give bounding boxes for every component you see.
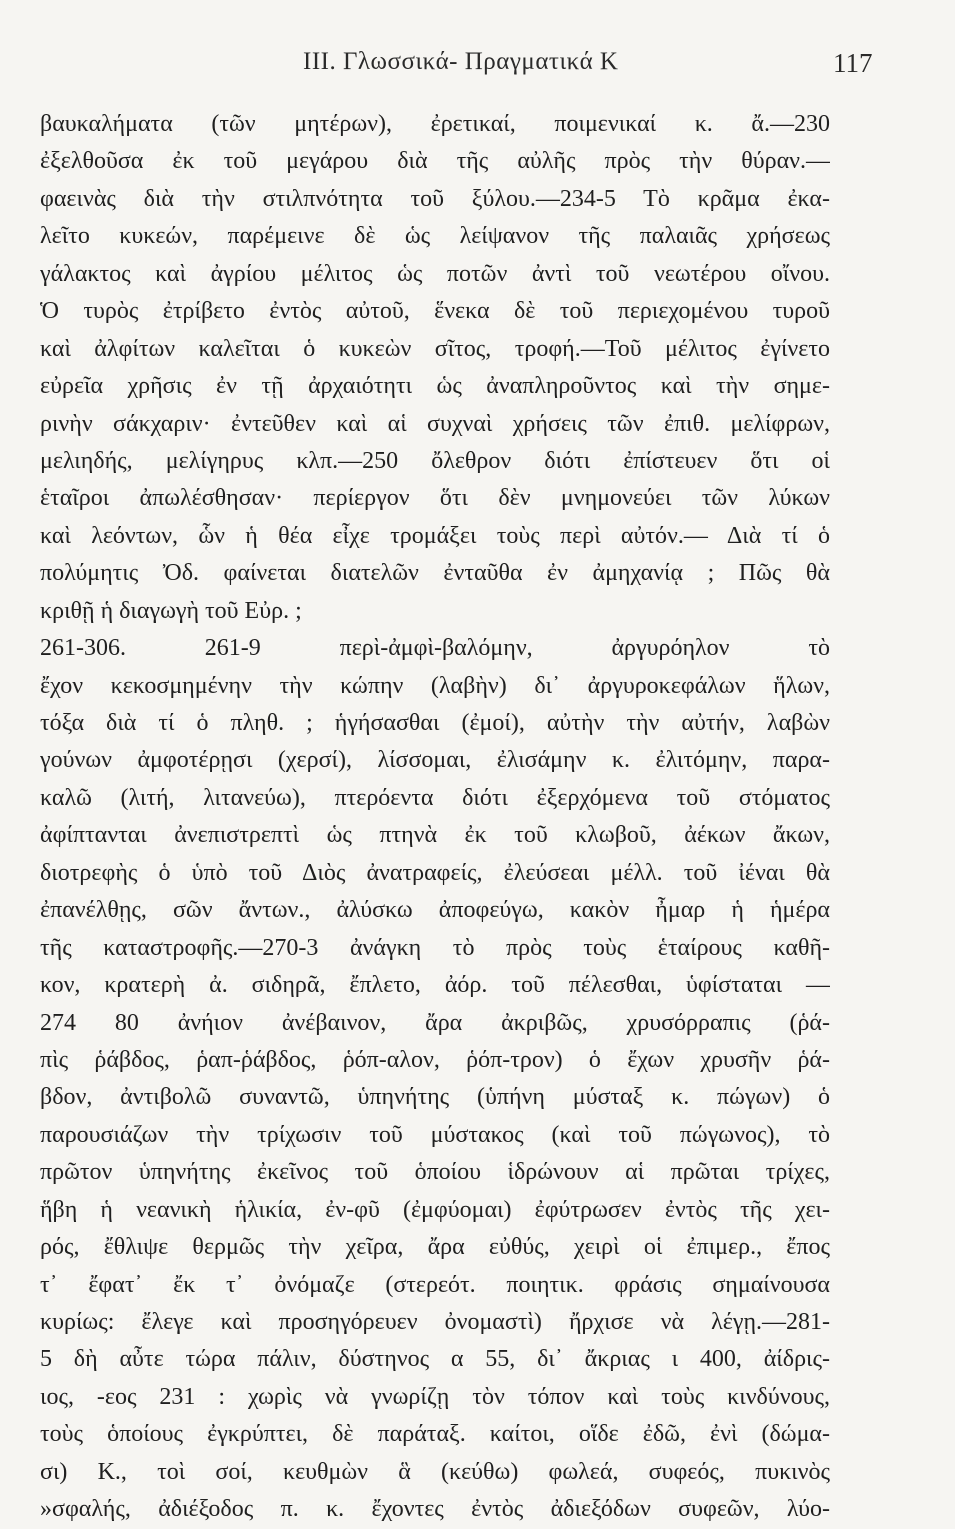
- text-line: γάλακτος καὶ ἀγρίου μέλιτος ὡς ποτῶν ἀντὶ τοῦ νεωτέρου οἴνου.: [40, 260, 830, 287]
- text-line: κυρίως: ἔλεγε καὶ προσηγόρευεν ὀνομαστὶ) ἤρχισε νὰ λέγῃ.—281-: [40, 1309, 830, 1335]
- text-line: καὶ ἀλφίτων καλεῖται ὁ κυκεὼν σῖτος, τροφή.—Τοῦ μέλιτος ἐγίνετο: [40, 335, 830, 362]
- text-line: πρῶτον ὑπηνήτης ἐκεῖνος τοῦ ὁποίου ἱδρώνουν αἱ πρῶται τρίχες,: [40, 1159, 830, 1186]
- text-line: τῆς καταστροφῆς.—270-3 ἀνάγκη τὸ πρὸς τοὺς ἑταίρους καθῆ-: [40, 934, 830, 961]
- body-text: [40, 106, 830, 1529]
- text-line: πὶς ῥάβδος, ῥαπ-ῥάβδος, ῥόπ-αλον, ῥόπ-τρον) ὁ ἔχων χρυσῆν ῥά-: [40, 1046, 830, 1073]
- text-line: ἐπανέλθῃς, σῶν ἄντων., ἀλύσκω ἀποφεύγω, κακὸν ἦμαρ ἡ ἡμέρα: [40, 897, 830, 924]
- text-line: καὶ λεόντων, ὧν ἡ θέα εἶχε τρομάξει τοὺς περὶ αὐτόν.— Διὰ τί ὁ: [40, 522, 830, 549]
- text-line: 274 80 ἀνήιον ἀνέβαινον, ἄρα ἀκριβῶς, χρυσόρραπις (ῥά-: [40, 1009, 830, 1036]
- text-line: Ὁ τυρὸς ἐτρίβετο ἐντὸς αὐτοῦ, ἕνεκα δὲ τοῦ περιεχομένου τυροῦ: [40, 298, 830, 325]
- text-line: παρουσιάζων τὴν τρίχωσιν τοῦ μύστακος (καὶ τοῦ πώγωνος), τὸ: [40, 1121, 830, 1148]
- text-line: »σφαλής, ἀδιέξοδος π. κ. ἔχοντες ἐντὸς ἀδιεξόδων συφεῶν, λύο-: [40, 1496, 830, 1523]
- running-head: III. Γλωσσικά- Πραγματικά Κ: [303, 48, 619, 75]
- text-line: διοτρεφὴς ὁ ὑπὸ τοῦ Διὸς ἀνατραφείς, ἐλεύσεαι μέλλ. τοῦ ἰέναι θὰ: [40, 859, 830, 886]
- text-line: πολύμητις Ὀδ. φαίνεται διατελῶν ἐνταῦθα ἐν ἀμηχανίᾳ ; Πῶς θὰ: [40, 560, 830, 587]
- text-line: βδον, ἀντιβολῶ συναντῶ, ὑπηνήτης (ὑπήνη μύσταξ κ. πώγων) ὁ: [40, 1084, 830, 1111]
- text-line: μελιηδής, μελίγηρυς κλπ.—250 ὄλεθρον διότι ἐπίστευεν ὅτι οἱ: [40, 447, 830, 474]
- text-line: ρινὴν σάκχαριν· ἐντεῦθεν καὶ αἱ συχναὶ χρήσεις τῶν ἐπιθ. μελίφρων,: [40, 410, 830, 437]
- text-line: λεῖτο κυκεών, παρέμεινε δὲ ὡς λείψανον τῆς παλαιᾶς χρήσεως: [40, 223, 830, 250]
- text-line: τόξα διὰ τί ὁ πληθ. ; ἡγήσασθαι (ἐμοί), αὐτὴν τὴν αὐτήν, λαβὼν: [40, 710, 830, 736]
- text-line: ἀφίπτανται ἀνεπιστρεπτὶ ὡς πτηνὰ ἐκ τοῦ κλωβοῦ, ἀέκων ἄκων,: [40, 822, 830, 849]
- text-line: φαεινὰς διὰ τὴν στιλπνότητα τοῦ ξύλου.—234-5 Τὸ κρᾶμα ἐκα-: [40, 185, 830, 212]
- page-number: 117: [833, 48, 873, 78]
- text-line: εὐρεῖα χρῆσις ἐν τῇ ἀρχαιότητι ὡς ἀναπληροῦντος καὶ τὴν σημε-: [40, 373, 830, 400]
- text-line: κον, κρατερὴ ἀ. σιδηρᾶ, ἔπλετο, ἀόρ. τοῦ πέλεσθαι, ὑφίσταται —: [40, 972, 830, 999]
- text-line: σι) Κ., τοὶ σοί, κευθμὼν ἃ (κεύθω) φωλεά, συφεός, πυκινὸς: [40, 1458, 830, 1485]
- text-line: ιος, -εος 231 : χωρὶς νὰ γνωρίζῃ τὸν τόπον καὶ τοὺς κινδύνους,: [40, 1383, 830, 1410]
- text-line: 261-306. 261-9 περὶ-ἀμφὶ-βαλόμην, ἀργυρόηλον τὸ: [40, 635, 830, 662]
- text-line: κριθῇ ἡ διαγωγὴ τοῦ Εὐρ. ;: [40, 597, 302, 624]
- text-line: γούνων ἀμφοτέρῃσι (χερσί), λίσσομαι, ἐλισάμην κ. ἐλιτόμην, παρα-: [40, 747, 830, 774]
- text-line: τ᾽ ἔφατ᾽ ἔκ τ᾽ ὀνόμαζε (στερεότ. ποιητικ. φράσις σημαίνουσα: [40, 1271, 830, 1298]
- text-line: ρός, ἔθλιψε θερμῶς τὴν χεῖρα, ἄρα εὐθύς, χειρὶ οἱ ἐπιμερ., ἔπος: [40, 1234, 830, 1261]
- text-line: ἔχον κεκοσμημένην τὴν κώπην (λαβὴν) δι᾽ ἀργυροκεφάλων ἥλων,: [40, 672, 830, 699]
- text-line: ἐξελθοῦσα ἐκ τοῦ μεγάρου διὰ τῆς αὐλῆς πρὸς τὴν θύραν.—: [40, 148, 830, 175]
- text-line: βαυκαλήματα (τῶν μητέρων), ἐρετικαί, ποιμενικαί κ. ἄ.—230: [40, 111, 830, 137]
- text-line: τοὺς ὁποίους ἐγκρύπτει, δὲ παράταξ. καίτοι, οἵδε ἐδῶ, ἐνὶ (δώμα-: [40, 1421, 830, 1448]
- text-line: ἥβη ἡ νεανικὴ ἡλικία, ἐν-φῦ (ἐμφύομαι) ἐφύτρωσεν ἐντὸς τῆς χει-: [40, 1196, 830, 1223]
- text-line: 5 δὴ αὖτε τώρα πάλιν, δύστηνος α 55, δι᾽ ἄκριας ι 400, ἀίδρις-: [40, 1346, 830, 1373]
- text-line: ἑταῖροι ἀπωλέσθησαν· περίεργον ὅτι δὲν μνημονεύει τῶν λύκων: [40, 485, 830, 512]
- text-line: καλῶ (λιτή, λιτανεύω), πτερόεντα διότι ἐξερχόμενα τοῦ στόματος: [40, 784, 830, 811]
